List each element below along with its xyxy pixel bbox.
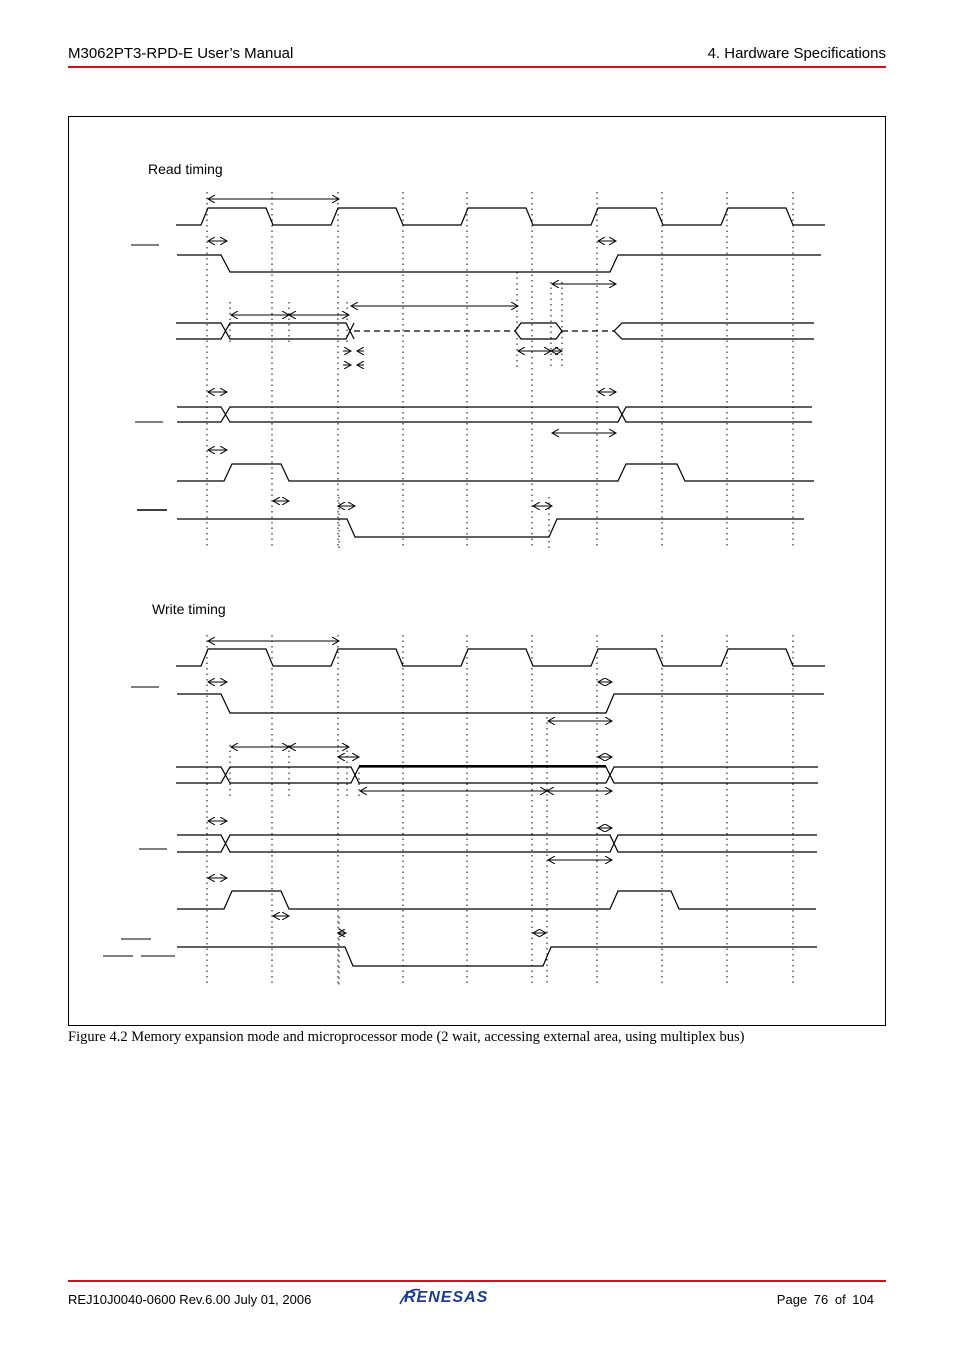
read-rd-signal: [177, 519, 804, 537]
figure-caption: Figure 4.2 Memory expansion mode and microprocessor mode (2 wait, accessing external area, using multiplex bus): [68, 1029, 745, 1045]
read-ale-signal: [177, 464, 814, 481]
renesas-logo: [398, 1284, 514, 1308]
write-guides: [207, 635, 793, 985]
read-cs-signal: [177, 255, 821, 272]
write-timing-label: Write timing: [152, 601, 226, 617]
timing-figure-frame: [68, 116, 886, 1026]
page-number: Page 76 of 104: [776, 1292, 874, 1307]
read-timing-label: Read timing: [148, 161, 223, 177]
read-guides: [207, 192, 793, 549]
write-timing-arrows: [208, 641, 612, 933]
write-timing-diagram: [103, 635, 825, 985]
section-title: 4. Hardware Specifications: [707, 45, 886, 62]
timing-diagram: [69, 117, 885, 1025]
read-bus-signal: [176, 323, 354, 339]
write-clock-signal: [176, 649, 825, 666]
write-wr-signal: [177, 947, 817, 966]
manual-title: M3062PT3-RPD-E User’s Manual: [68, 45, 294, 62]
read-addr-signal: [177, 407, 812, 422]
header-rule: [68, 66, 886, 68]
write-ale-signal: [177, 891, 816, 909]
write-bus-signal: [176, 767, 818, 783]
read-timing-arrows: [208, 199, 616, 506]
svg-text:RENESAS: RENESAS: [404, 1289, 489, 1306]
read-clock-signal: [176, 208, 825, 225]
footer-rule: [68, 1280, 886, 1282]
document-id: REJ10J0040-0600 Rev.6.00 July 01, 2006: [68, 1292, 312, 1307]
write-addr-signal: [177, 835, 817, 852]
read-timing-diagram: [131, 192, 825, 549]
